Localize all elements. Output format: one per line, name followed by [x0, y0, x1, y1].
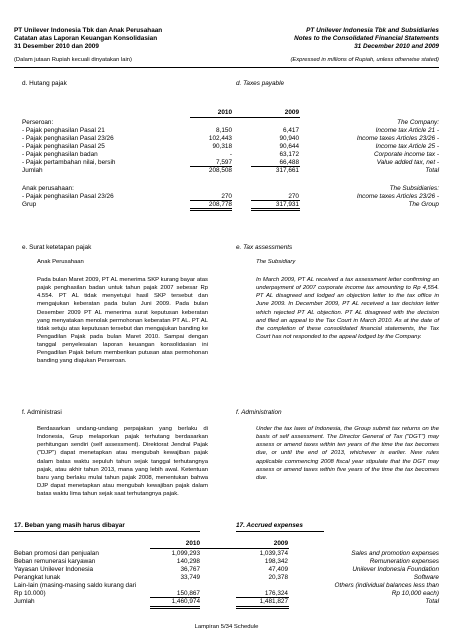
- accrued-row-label-en: Total: [425, 598, 439, 605]
- section-d-title-en: d. Taxes payable: [236, 80, 285, 87]
- section-f-title-en: f. Administration: [236, 409, 282, 416]
- section-f-paragraph-en: Under the tax laws of Indonesia, the Group submit tax returns on the basis of self assessment. The Director General of Tax ("DGT") may assess or amend taxes within ten years of the time the tax becomes due, or until the end of 2013, whichever is earlier. New rules applicable commencing 2008 fiscal year stipulate that the DGT may assess or amend taxes within five years of the time the tax becomes due.: [256, 426, 439, 481]
- accrued-row-2009: 198,342: [264, 558, 288, 565]
- accrued-row-label: Rp 10.000): [14, 590, 46, 597]
- page-footer: Lampiran 5/34 Schedule: [194, 624, 259, 630]
- accrued-row-label: Beban promosi dan penjualan: [14, 550, 99, 557]
- header-left-line-2: Catatan atas Laporan Keuangan Konsolidasian: [14, 35, 158, 42]
- tax-row-2010: 90,318: [212, 143, 232, 150]
- tax-sub-row-label: Anak perusahaan:: [22, 185, 74, 192]
- header-right-line-1: PT Unilever Indonesia Tbk and Subsidiaries: [306, 27, 439, 34]
- header-divider: [14, 67, 439, 68]
- accrued-row-label-en: Remuneration expenses: [369, 558, 439, 565]
- accrued-row-2009: 176,324: [264, 590, 288, 597]
- tax-row-2009: 6,417: [283, 127, 299, 134]
- tax-row-label-en: Total: [425, 167, 439, 174]
- tax-row-2010: 208,508: [208, 167, 232, 174]
- tax-row-2010: 7,597: [216, 159, 232, 166]
- tax-row-label-en: Income tax Article 21 -: [375, 127, 439, 134]
- accrued-row-2010: 150,867: [176, 590, 200, 597]
- section-e-title-en: e. Tax assessments: [236, 244, 293, 251]
- tax-row-label-en: Income tax Article 25 -: [375, 143, 439, 150]
- accrued-row-2010: 33,749: [180, 574, 200, 581]
- accrued-row-2010: 1,099,293: [171, 550, 200, 557]
- accrued-row-label: Beban remunerasi karyawan: [14, 558, 96, 565]
- accrued-row-label-en: Others (individual balances less than: [334, 582, 439, 589]
- tax-sub-row-label: - Pajak penghasilan Pasal 23/26: [22, 193, 114, 200]
- tax-sub-row-label: Grup: [22, 201, 37, 208]
- section-e-paragraph: Pada bulan Maret 2009, PT AL menerima SKP kurang bayar atas pajak penghasilan badan untuk tahun pajak 2007 sebesar Rp 4.554. PT AL tidak menyetujui hasil SKP tersebut dan mengajukan keberatan pada bulan Juni 2009. Pada bulan Desember 2009 PT AL menerima surat keputusan keberatan yang menyatakan menolak permohonan keberatan PT AL. PT AL tidak setuju atas keputusan tersebut dan mengajukan banding ke Pengadilan Pajak pada bulan Maret 2010. Sampai dengan tanggal penyelesaian laporan keuangan konsolidasian ini Pengadilan Pajak belum memberikan putusan atas permohonan banding yang diajukan Perseroan.: [37, 277, 208, 365]
- tax-row-label: - Pajak pertambahan nilai, bersih: [22, 159, 116, 166]
- accrued-row-2009: 1,481,827: [259, 598, 288, 605]
- tax-row-2009: 90,644: [279, 143, 299, 150]
- tax-row-label-en: Income taxes Articles 23/26 -: [356, 135, 439, 142]
- d-subtotal-rule-2009: [251, 166, 300, 167]
- header-right-line-2: Notes to the Consolidated Financial Statements: [294, 35, 439, 42]
- d-year-2010: 2010: [217, 109, 232, 116]
- tax-row-label: - Pajak penghasilan Pasal 23/26: [22, 135, 114, 142]
- tax-row-2009: 90,940: [279, 135, 299, 142]
- tax-sub-row-label-en: The Group: [408, 201, 439, 208]
- tax-row-2009: 317,661: [275, 167, 299, 174]
- d-year-rule: [190, 117, 300, 118]
- s17-year-rule: [150, 548, 289, 549]
- tax-sub-row-2010: 270: [221, 193, 232, 200]
- section-17-title-en: 17. Accrued expenses: [236, 522, 303, 529]
- tax-row-label: - Pajak penghasilan Pasal 25: [22, 143, 105, 150]
- section-f-paragraph: Berdasarkan undang-undang perpajakan yang berlaku di Indonesia, Grup melaporkan pajak terhutang berdasarkan perhitungan sendiri (self assessment). Direktorat Jendral Pajak ("DJP") dapat menetapkan atau mengubah kewajiban pajak dalam batas waktu sepuluh tahun sejak tanggal terhutangnya pajak, atau akhir tahun 2013, mana yang lebih awal. Ketentuan baru yang berlaku mulai tahun pajak 2008, menentukan bahwa DJP dapat menetapkan atau mengubah kewajiban pajak dalam batas waktu lima tahun sejak saat terhutangnya pajak.: [37, 426, 208, 498]
- header-left-line-1: PT Unilever Indonesia Tbk dan Anak Perusahaan: [14, 27, 163, 34]
- accrued-row-label-en: Unilever Indonesia Foundation: [352, 566, 439, 573]
- accrued-row-label-en: Sales and promotion expenses: [351, 550, 439, 557]
- s17-year-2010: 2010: [185, 540, 200, 547]
- s17-total-rule-2010: [150, 597, 200, 598]
- tax-row-label: Perseroan:: [22, 119, 54, 126]
- tax-row-2010: 102,443: [208, 135, 232, 142]
- tax-sub-row-label-en: Income taxes Articles 23/26 -: [356, 193, 439, 200]
- accrued-row-label-en: Rp 10,000 each): [391, 590, 439, 597]
- tax-sub-row-label-en: The Subsidiaries:: [389, 185, 439, 192]
- accrued-row-2010: 140,298: [176, 558, 200, 565]
- header-right-line-3: 31 December 2010 and 2009: [354, 43, 439, 50]
- section-e-paragraph-en: In March 2009, PT AL received a tax assessment letter confirming an underpayment of 2007 corporate income tax amounting to Rp 4,554. PT AL disagreed and lodged an objection letter to the tax office in June 2009. In December 2009, PT AL received a tax decision letter which rejected PT AL objection. PT AL disagreed with the decision and filed an appeal to the Tax Court in March 2010. As at the date of the completion of these consolidated financial statements, the Tax Court has not responded to the appeal lodged by the Company.: [256, 277, 439, 340]
- d-subtotal-rule-2010: [190, 166, 232, 167]
- tax-sub-row-2009: 270: [288, 193, 299, 200]
- tax-row-2010: -: [229, 151, 232, 158]
- d-year-2009: 2009: [284, 109, 299, 116]
- tax-row-2009: 66,488: [279, 159, 299, 166]
- tax-sub-row-2010: 208,778: [208, 201, 232, 208]
- d-group-double2-2010: [190, 210, 232, 211]
- tax-row-label: - Pajak penghasilan badan: [22, 151, 98, 158]
- tax-row-2009: 63,172: [279, 151, 299, 158]
- s17-total-double2-2009: [236, 608, 289, 609]
- d-group-rule-2010: [190, 200, 232, 201]
- d-group-double2-2009: [251, 210, 300, 211]
- tax-row-label-en: The Company:: [397, 119, 439, 126]
- accrued-row-label: Perangkat lunak: [14, 574, 61, 581]
- section-17-underline-en: [236, 531, 324, 532]
- accrued-row-2009: 1,039,374: [259, 550, 288, 557]
- tax-row-label: Jumlah: [22, 167, 43, 174]
- accrued-row-label: Jumlah: [14, 598, 35, 605]
- s17-total-rule-2009: [236, 597, 289, 598]
- tax-row-label-en: Corporate income tax -: [374, 151, 439, 158]
- section-e-title: e. Surat ketetapan pajak: [22, 244, 92, 251]
- section-e-subtitle: Anak Perusahaan: [37, 259, 84, 265]
- s17-year-2009: 2009: [273, 540, 288, 547]
- accrued-row-label: Lain-lain (masing-masing saldo kurang dari: [14, 582, 137, 589]
- tax-row-label: - Pajak penghasilan Pasal 21: [22, 127, 105, 134]
- currency-note-left: (Dalam jutaan Rupiah kecuali dinyatakan lain): [14, 57, 132, 63]
- accrued-row-label-en: Software: [413, 574, 439, 581]
- tax-row-2010: 8,150: [216, 127, 232, 134]
- accrued-row-2010: 1,460,974: [171, 598, 200, 605]
- accrued-row-2010: 36,767: [180, 566, 200, 573]
- section-f-title: f. Administrasi: [22, 409, 62, 416]
- accrued-row-2009: 20,378: [268, 574, 288, 581]
- section-17-underline: [14, 531, 200, 532]
- header-left-line-3: 31 Desember 2010 dan 2009: [14, 43, 99, 50]
- currency-note-right: (Expressed in millions of Rupiah, unless otherwise stated): [290, 57, 439, 63]
- s17-total-double2-2010: [150, 608, 200, 609]
- accrued-row-label: Yayasan Unilever Indonesia: [14, 566, 94, 573]
- tax-row-label-en: Value added tax, net -: [376, 159, 439, 166]
- section-d-title: d. Hutang pajak: [22, 80, 67, 87]
- tax-sub-row-2009: 317,931: [275, 201, 299, 208]
- section-17-title: 17. Beban yang masih harus dibayar: [14, 522, 125, 529]
- d-group-rule-2009: [251, 200, 300, 201]
- section-e-subtitle-en: The Subsidiary: [256, 259, 296, 265]
- accrued-row-2009: 47,409: [268, 566, 288, 573]
